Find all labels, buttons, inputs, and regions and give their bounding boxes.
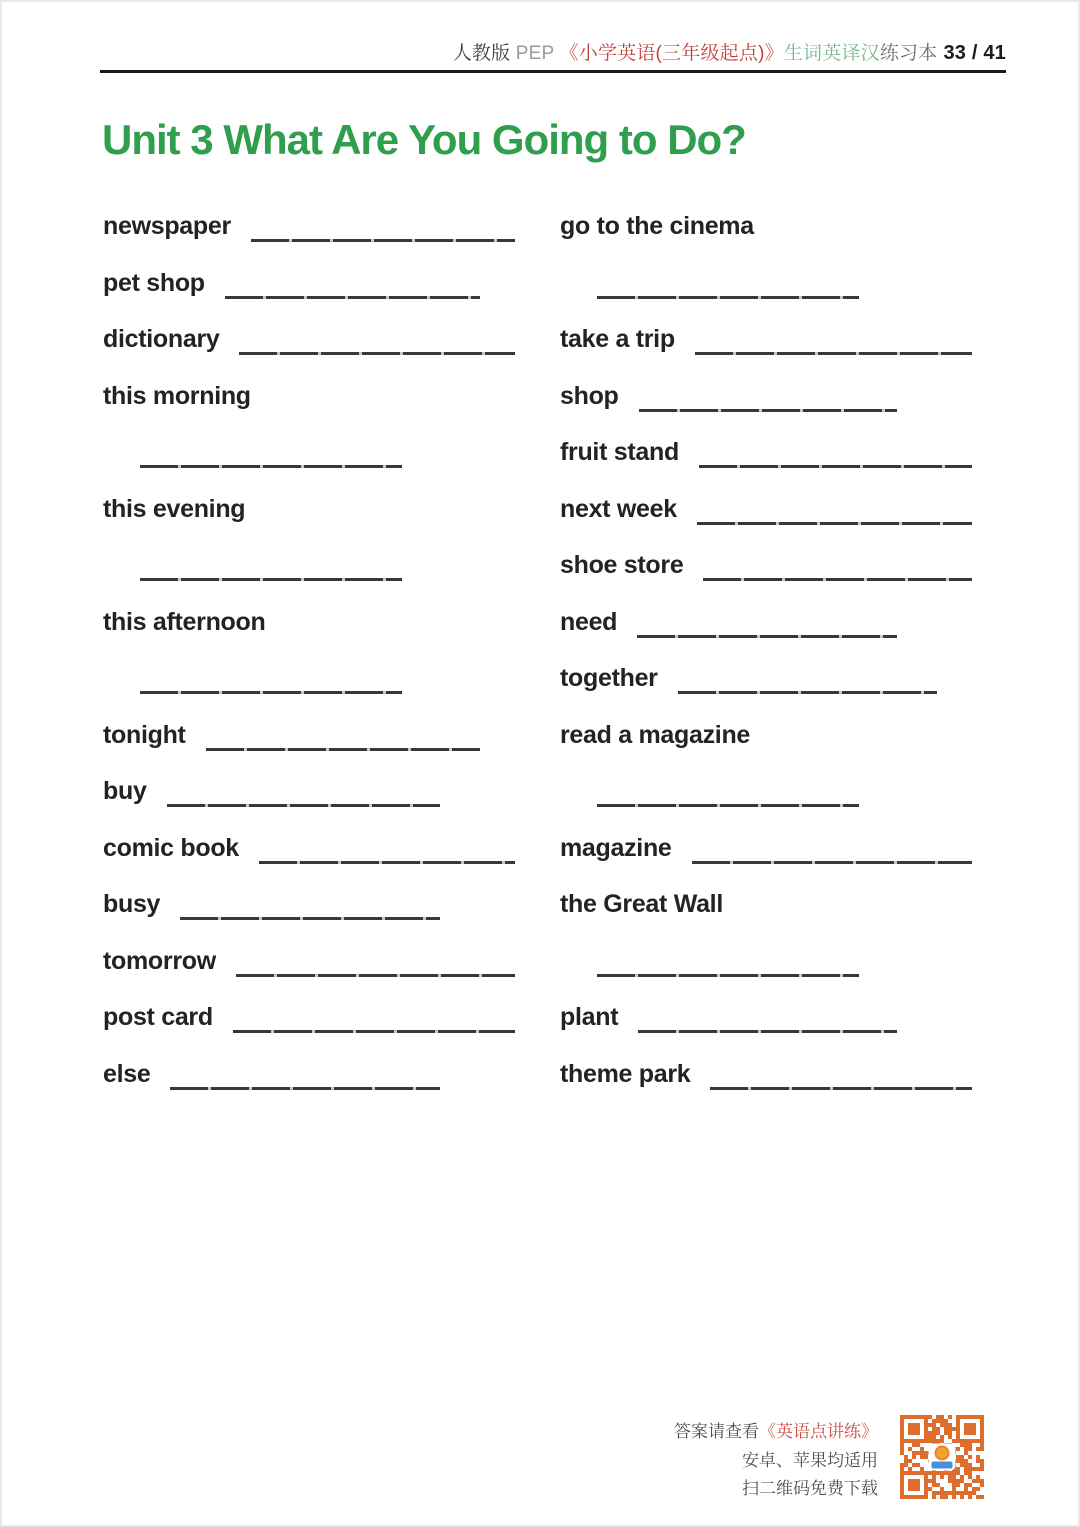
vocab-cell <box>560 380 972 437</box>
vocab-row <box>103 1058 983 1115</box>
answer-blank <box>678 691 937 694</box>
answer-blank <box>695 352 972 355</box>
vocab-cell <box>103 380 515 437</box>
vocab-word: shoe store <box>560 551 684 579</box>
vocab-cell <box>103 323 515 380</box>
qr-logo-banner <box>932 1462 953 1469</box>
vocab-cell <box>560 888 972 945</box>
vocab-word: take a trip <box>560 325 675 353</box>
answer-blank <box>251 239 515 242</box>
vocab-cell <box>560 832 972 889</box>
vocab-cell <box>103 1001 515 1058</box>
vocab-word: magazine <box>560 833 672 862</box>
page-title: Unit 3 What Are You Going to Do? <box>102 116 746 163</box>
vocab-cell <box>103 719 515 776</box>
vocab-cell <box>560 1058 972 1115</box>
vocab-cell <box>560 210 972 267</box>
vocab-row <box>103 606 983 663</box>
vocab-row <box>103 549 983 606</box>
vocab-row <box>103 775 983 832</box>
vocab-cell <box>560 267 972 324</box>
qr-logo-face-icon <box>935 1446 950 1461</box>
page-header <box>100 38 1006 65</box>
footer-book-title: 《英语点讲练》 <box>759 1422 878 1441</box>
vocab-word: go to the cinema <box>560 212 754 240</box>
vocab-cell <box>560 1001 972 1058</box>
vocab-word: together <box>560 664 658 692</box>
footer-note <box>674 1418 878 1504</box>
vocab-word: busy <box>103 890 161 918</box>
answer-blank <box>703 578 972 581</box>
answer-blank <box>699 465 972 468</box>
answer-blank <box>239 352 515 355</box>
qr-code <box>896 1411 988 1503</box>
header-series: PEP <box>515 43 555 64</box>
vocab-word: buy <box>103 777 147 805</box>
answer-blank <box>140 465 402 468</box>
answer-blank <box>180 917 440 920</box>
vocab-word: need <box>560 607 618 636</box>
vocab-cell <box>103 832 515 889</box>
vocab-row <box>103 832 983 889</box>
vocab-word: this evening <box>103 494 246 523</box>
vocab-cell <box>560 945 972 1002</box>
answer-blank <box>140 578 402 581</box>
header-subject: 生词英译汉 <box>783 43 880 64</box>
header-suffix: 练习本 <box>879 43 938 64</box>
vocab-word: this afternoon <box>103 607 266 636</box>
vocab-cell <box>103 775 515 832</box>
vocab-word: newspaper <box>103 212 231 240</box>
answer-blank <box>597 974 859 977</box>
vocab-cell <box>560 719 972 776</box>
footer-answer-line <box>674 1418 878 1447</box>
vocab-row <box>103 380 983 437</box>
header-book-title: 《小学英语(三年级起点)》 <box>559 43 784 64</box>
vocab-cell <box>103 606 515 663</box>
vocab-cell <box>560 493 972 550</box>
vocab-cell <box>560 662 972 719</box>
vocab-word: plant <box>560 1003 619 1031</box>
vocab-row <box>103 323 983 380</box>
footer-answer-prefix: 答案请查看 <box>674 1422 759 1441</box>
vocab-cell <box>103 945 515 1002</box>
vocab-cell <box>560 775 972 832</box>
answer-blank <box>140 691 402 694</box>
answer-blank <box>170 1087 440 1090</box>
vocab-row <box>103 662 983 719</box>
answer-blank <box>639 409 897 412</box>
vocab-cell <box>103 436 515 493</box>
qr-logo <box>929 1444 956 1471</box>
vocab-row <box>103 210 983 267</box>
vocab-word: pet shop <box>103 268 205 297</box>
answer-blank <box>259 861 515 864</box>
vocab-row <box>103 888 983 945</box>
answer-blank <box>710 1087 972 1090</box>
vocab-cell <box>560 606 972 663</box>
vocab-cell <box>103 210 515 267</box>
vocab-row <box>103 267 983 324</box>
vocab-cell <box>103 549 515 606</box>
answer-blank <box>637 635 897 638</box>
vocab-cell <box>103 662 515 719</box>
vocab-cell <box>103 267 515 324</box>
footer-scan-hint: 扫二维码免费下载 <box>742 1479 878 1498</box>
vocab-row <box>103 719 983 776</box>
vocab-row <box>103 436 983 493</box>
vocab-list <box>103 210 983 1114</box>
header-publisher: 人教版 <box>452 43 511 64</box>
answer-blank <box>692 861 972 864</box>
answer-blank <box>225 296 480 299</box>
page-number: 33 / 41 <box>943 42 1006 64</box>
vocab-word: theme park <box>560 1059 691 1088</box>
vocab-word: tomorrow <box>103 946 216 975</box>
vocab-word: next week <box>560 494 677 523</box>
answer-blank <box>236 974 515 977</box>
header-divider <box>100 70 1006 73</box>
answer-blank <box>597 296 859 299</box>
vocab-row <box>103 945 983 1002</box>
vocab-cell <box>560 436 972 493</box>
vocab-word: tonight <box>103 720 186 749</box>
vocab-word: read a magazine <box>560 720 751 749</box>
vocab-row <box>103 493 983 550</box>
vocab-cell <box>103 493 515 550</box>
answer-blank <box>597 804 859 807</box>
vocab-cell <box>560 549 972 606</box>
vocab-word: else <box>103 1059 151 1088</box>
vocab-word: shop <box>560 381 619 410</box>
footer-platforms: 安卓、苹果均适用 <box>742 1450 878 1470</box>
answer-blank <box>697 522 972 525</box>
vocab-word: post card <box>103 1003 213 1031</box>
answer-blank <box>638 1030 897 1033</box>
vocab-word: this morning <box>103 381 251 410</box>
answer-blank <box>206 748 480 751</box>
vocab-cell <box>560 323 972 380</box>
answer-blank <box>167 804 440 807</box>
vocab-cell <box>103 888 515 945</box>
vocab-word: the Great Wall <box>560 890 723 918</box>
vocab-cell <box>103 1058 515 1115</box>
vocab-word: dictionary <box>103 325 220 353</box>
answer-blank <box>233 1030 515 1033</box>
vocab-word: fruit stand <box>560 438 679 466</box>
vocab-word: comic book <box>103 833 239 862</box>
vocab-row <box>103 1001 983 1058</box>
